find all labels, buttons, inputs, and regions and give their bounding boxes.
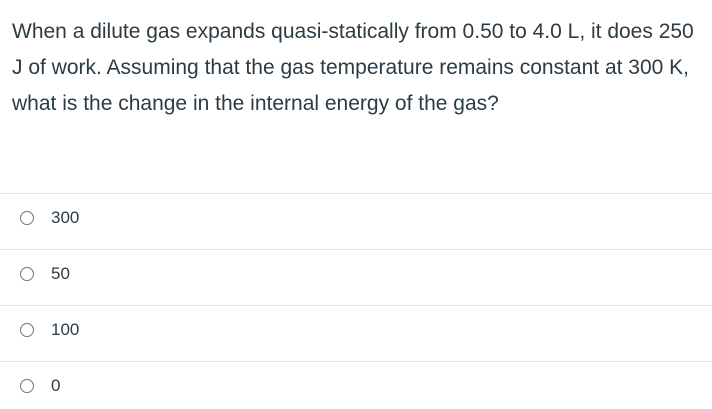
radio-button[interactable] [20, 267, 34, 281]
answer-option-300[interactable] [0, 193, 712, 249]
answer-option-0[interactable] [0, 361, 712, 409]
radio-button[interactable] [20, 323, 34, 337]
answer-label: 50 [51, 264, 70, 283]
answer-option-50[interactable] [0, 249, 712, 305]
answer-list [0, 193, 712, 409]
answer-option-100[interactable] [0, 305, 712, 361]
answer-label: 300 [51, 208, 80, 227]
radio-button[interactable] [20, 379, 34, 393]
radio-button[interactable] [20, 211, 34, 225]
answer-label: 0 [51, 376, 61, 395]
answer-label: 100 [51, 320, 80, 339]
question-text: When a dilute gas expands quasi-statically from 0.50 to 4.0 L, it does 250 J of work. Assuming that the gas temperature remains constant at 300 K, what is the change in the internal energy of the gas? [12, 20, 694, 115]
